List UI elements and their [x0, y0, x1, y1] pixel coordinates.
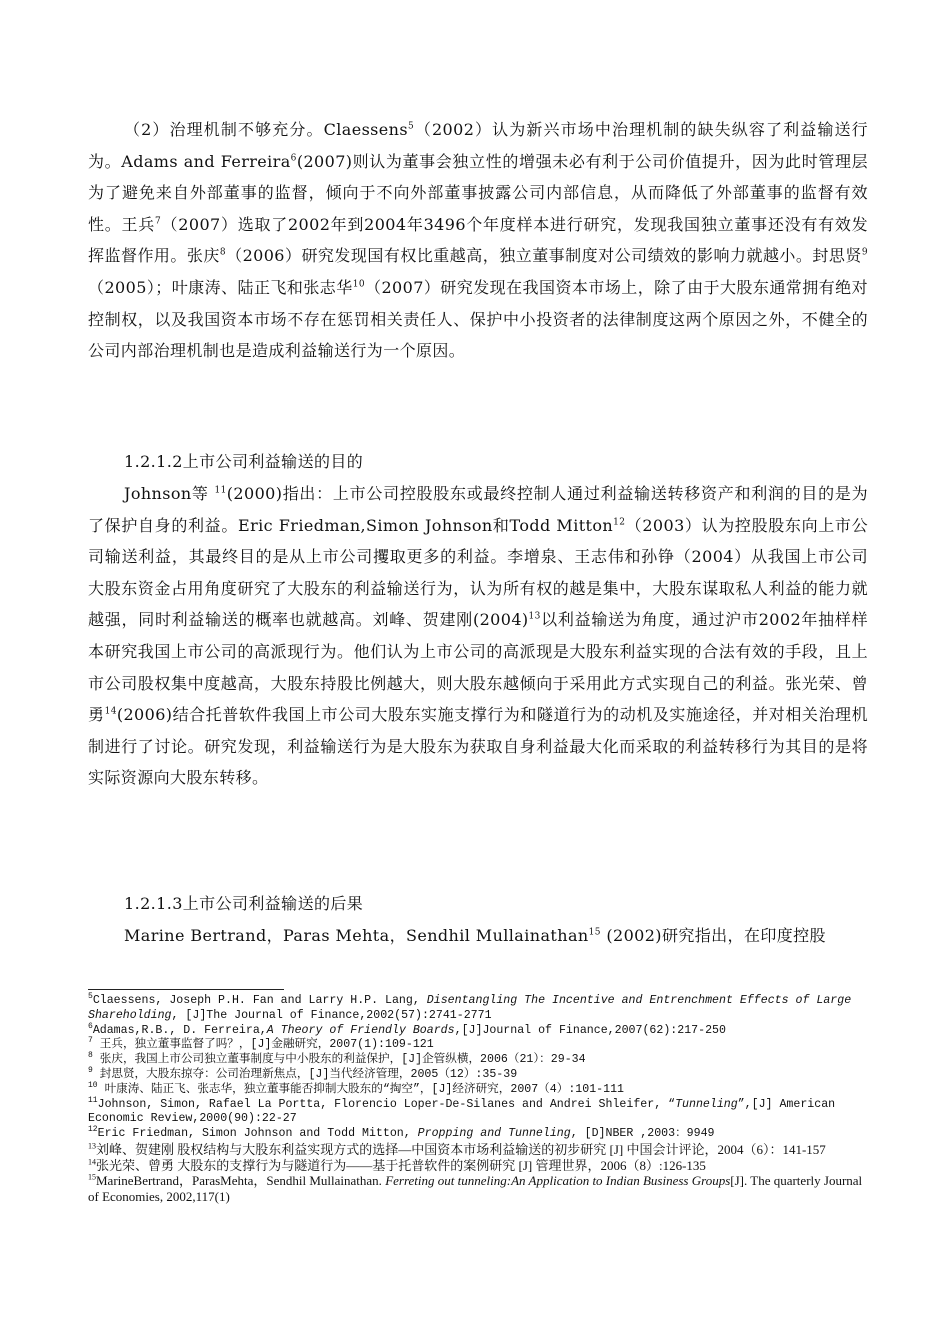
- footnotes: [88, 994, 868, 1204]
- footnote-5: $^5$Claessens, Joseph P.H. Fan and Larry H.P. Lang, Disentangling The Incentive and Entrenchment Effects of Large Shareholding, [J]The Journal of Finance,2002(57):2741-2771: [88, 992, 852, 1022]
- footnote-ref[interactable]: 15: [588, 927, 601, 938]
- paragraph-consequence: Marine Bertrand，Paras Mehta，Sendhil Mullainathan$^{15}$ (2002)研究指出，在印度控股: [124, 926, 826, 945]
- footnote-9: $^9$ 封思贤，大股东掠夺：公司治理新焦点，[J]当代经济管理，2005（12）:35-39: [88, 1066, 518, 1081]
- footnote-15: $^{15}$MarineBertrand，ParasMehta，Sendhil Mullainathan. Ferreting out tunneling:An Application to Indian Business Groups[J]. The quarterly Journal of Economies, 2002,117(1): [88, 1172, 863, 1204]
- paragraph-governance: （2）治理机制不够充分。Claessens$^5$（2002）认为新兴市场中治理机制的缺失纵容了利益输送行为。Adams and Ferreira$^6$(2007)则认为董事会独立性的增强未必有利于公司价值提升，因为此时管理层为了避免来自外部董事的监督，倾向于不向外部董事披露公司内部信息，从而降低了外部董事的监督有效性。王兵$^7$（2007）选取了2002年到2004年3496个年度样本进行研究，发现我国独立董事还没有有效发挥监督作用。张庆$^8$（2006）研究发现国有权比重越高，独立董事制度对公司绩效的影响力就越小。封思贤$^9$（2005）；叶康涛、陆正飞和张志华$^{10}$（2007）研究发现在我国资本市场上，除了由于大股东通常拥有绝对控制权，以及我国资本市场不存在惩罚相关责任人、保护中小投资者的法律制度这两个原因之外，不健全的公司内部治理机制也是造成利益输送行为一个原因。: [88, 120, 869, 361]
- footnote-ref[interactable]: 8: [219, 248, 226, 259]
- footnote-ref[interactable]: 5: [407, 121, 415, 132]
- footnote-ref[interactable]: 7: [155, 216, 162, 227]
- footnote-ref[interactable]: 10: [352, 279, 365, 290]
- footnote-12: $^{12}$Eric Friedman, Simon Johnson and Todd Mitton, Propping and Tunneling, [D]NBER ,2003：9949: [88, 1125, 715, 1141]
- section-heading-consequence: 1.2.1.3上市公司利益输送的后果: [124, 894, 364, 913]
- footnote-ref[interactable]: 13: [528, 612, 541, 623]
- footnote-ref[interactable]: 9: [861, 248, 868, 259]
- footnote-11: $^{11}$Johnson, Simon, Rafael La Portta, Florencio Loper-De-Silanes and Andrei Shleifer, “Tunneling”,[J] American Economic Review,2000(90):22-27: [88, 1095, 836, 1126]
- footnote-divider: [88, 989, 284, 990]
- footnote-13: $^{13}$刘峰、贺建刚 股权结构与大股东利益实现方式的选择—中国资本市场利益输送的初步研究 [J] 中国会计评论，2004（6）：141-157: [88, 1141, 826, 1157]
- footnote-ref[interactable]: 14: [104, 706, 117, 717]
- footnote-ref[interactable]: 6: [290, 153, 297, 164]
- footnote-6: $^6$Adamas,R.B., D. Ferreira,A Theory of Friendly Boards,[J]Journal of Finance,2007(62):217-250: [88, 1021, 726, 1037]
- paragraph-purpose: Johnson等 $^{11}$(2000)指出：上市公司控股股东或最终控制人通过利益输送转移资产和利润的目的是为了保护自身的利益。Eric Friedman,Simon Johnson和Todd Mitton$^{12}$（2003）认为控股股东向上市公司输送利益，其最终目的是从上市公司攫取更多的利益。李增泉、王志伟和孙铮（2004）从我国上市公司大股东资金占用角度研究了大股东的利益输送行为，认为所有权的越是集中，大股东谋取私人利益的能力就越强，同时利益输送的概率也就越高。刘峰、贺建刚$(2004)^{13}$以利益输送为角度，通过沪市2002年抽样样本研究我国上市公司的高派现行为。他们认为上市公司的高派现是大股东利益实现的合法有效的手段，且上市公司股权集中度越高，大股东持股比例越大，则大股东越倾向于采用此方式实现自己的利益。张光荣、曾勇$^{14}$(2006)结合托普软件我国上市公司大股东实施支撑行为和隧道行为的动机及实施途径，并对相关治理机制进行了讨论。研究发现，利益输送行为是大股东为获取自身利益最大化而采取的利益转移行为其目的是将实际资源向大股东转移。: [88, 484, 868, 788]
- footnote-10: $^{10}$ 叶康涛、陆正飞、张志华，独立董事能否抑制大股东的“掏空”，[J]经济研究，2007（4）:101-111: [88, 1080, 624, 1096]
- footnote-7: $^7$ 王兵，独立董事监督了吗？，[J]金融研究，2007(1):109-121: [88, 1036, 434, 1052]
- footnote-14: $^{14}$张光荣、曾勇 大股东的支撑行为与隧道行为——基于托普软件的案例研究 [J] 管理世界，2006（8）:126-135: [88, 1157, 706, 1173]
- footnote-8: $^8$ 张庆，我国上市公司独立董事制度与中小股东的利益保护，[J]企管纵横，2006（21）：29-34: [88, 1051, 586, 1067]
- section-heading-purpose: 1.2.1.2上市公司利益输送的目的: [124, 452, 364, 471]
- footnote-ref[interactable]: 11: [214, 485, 227, 496]
- footnote-ref[interactable]: 12: [613, 517, 626, 528]
